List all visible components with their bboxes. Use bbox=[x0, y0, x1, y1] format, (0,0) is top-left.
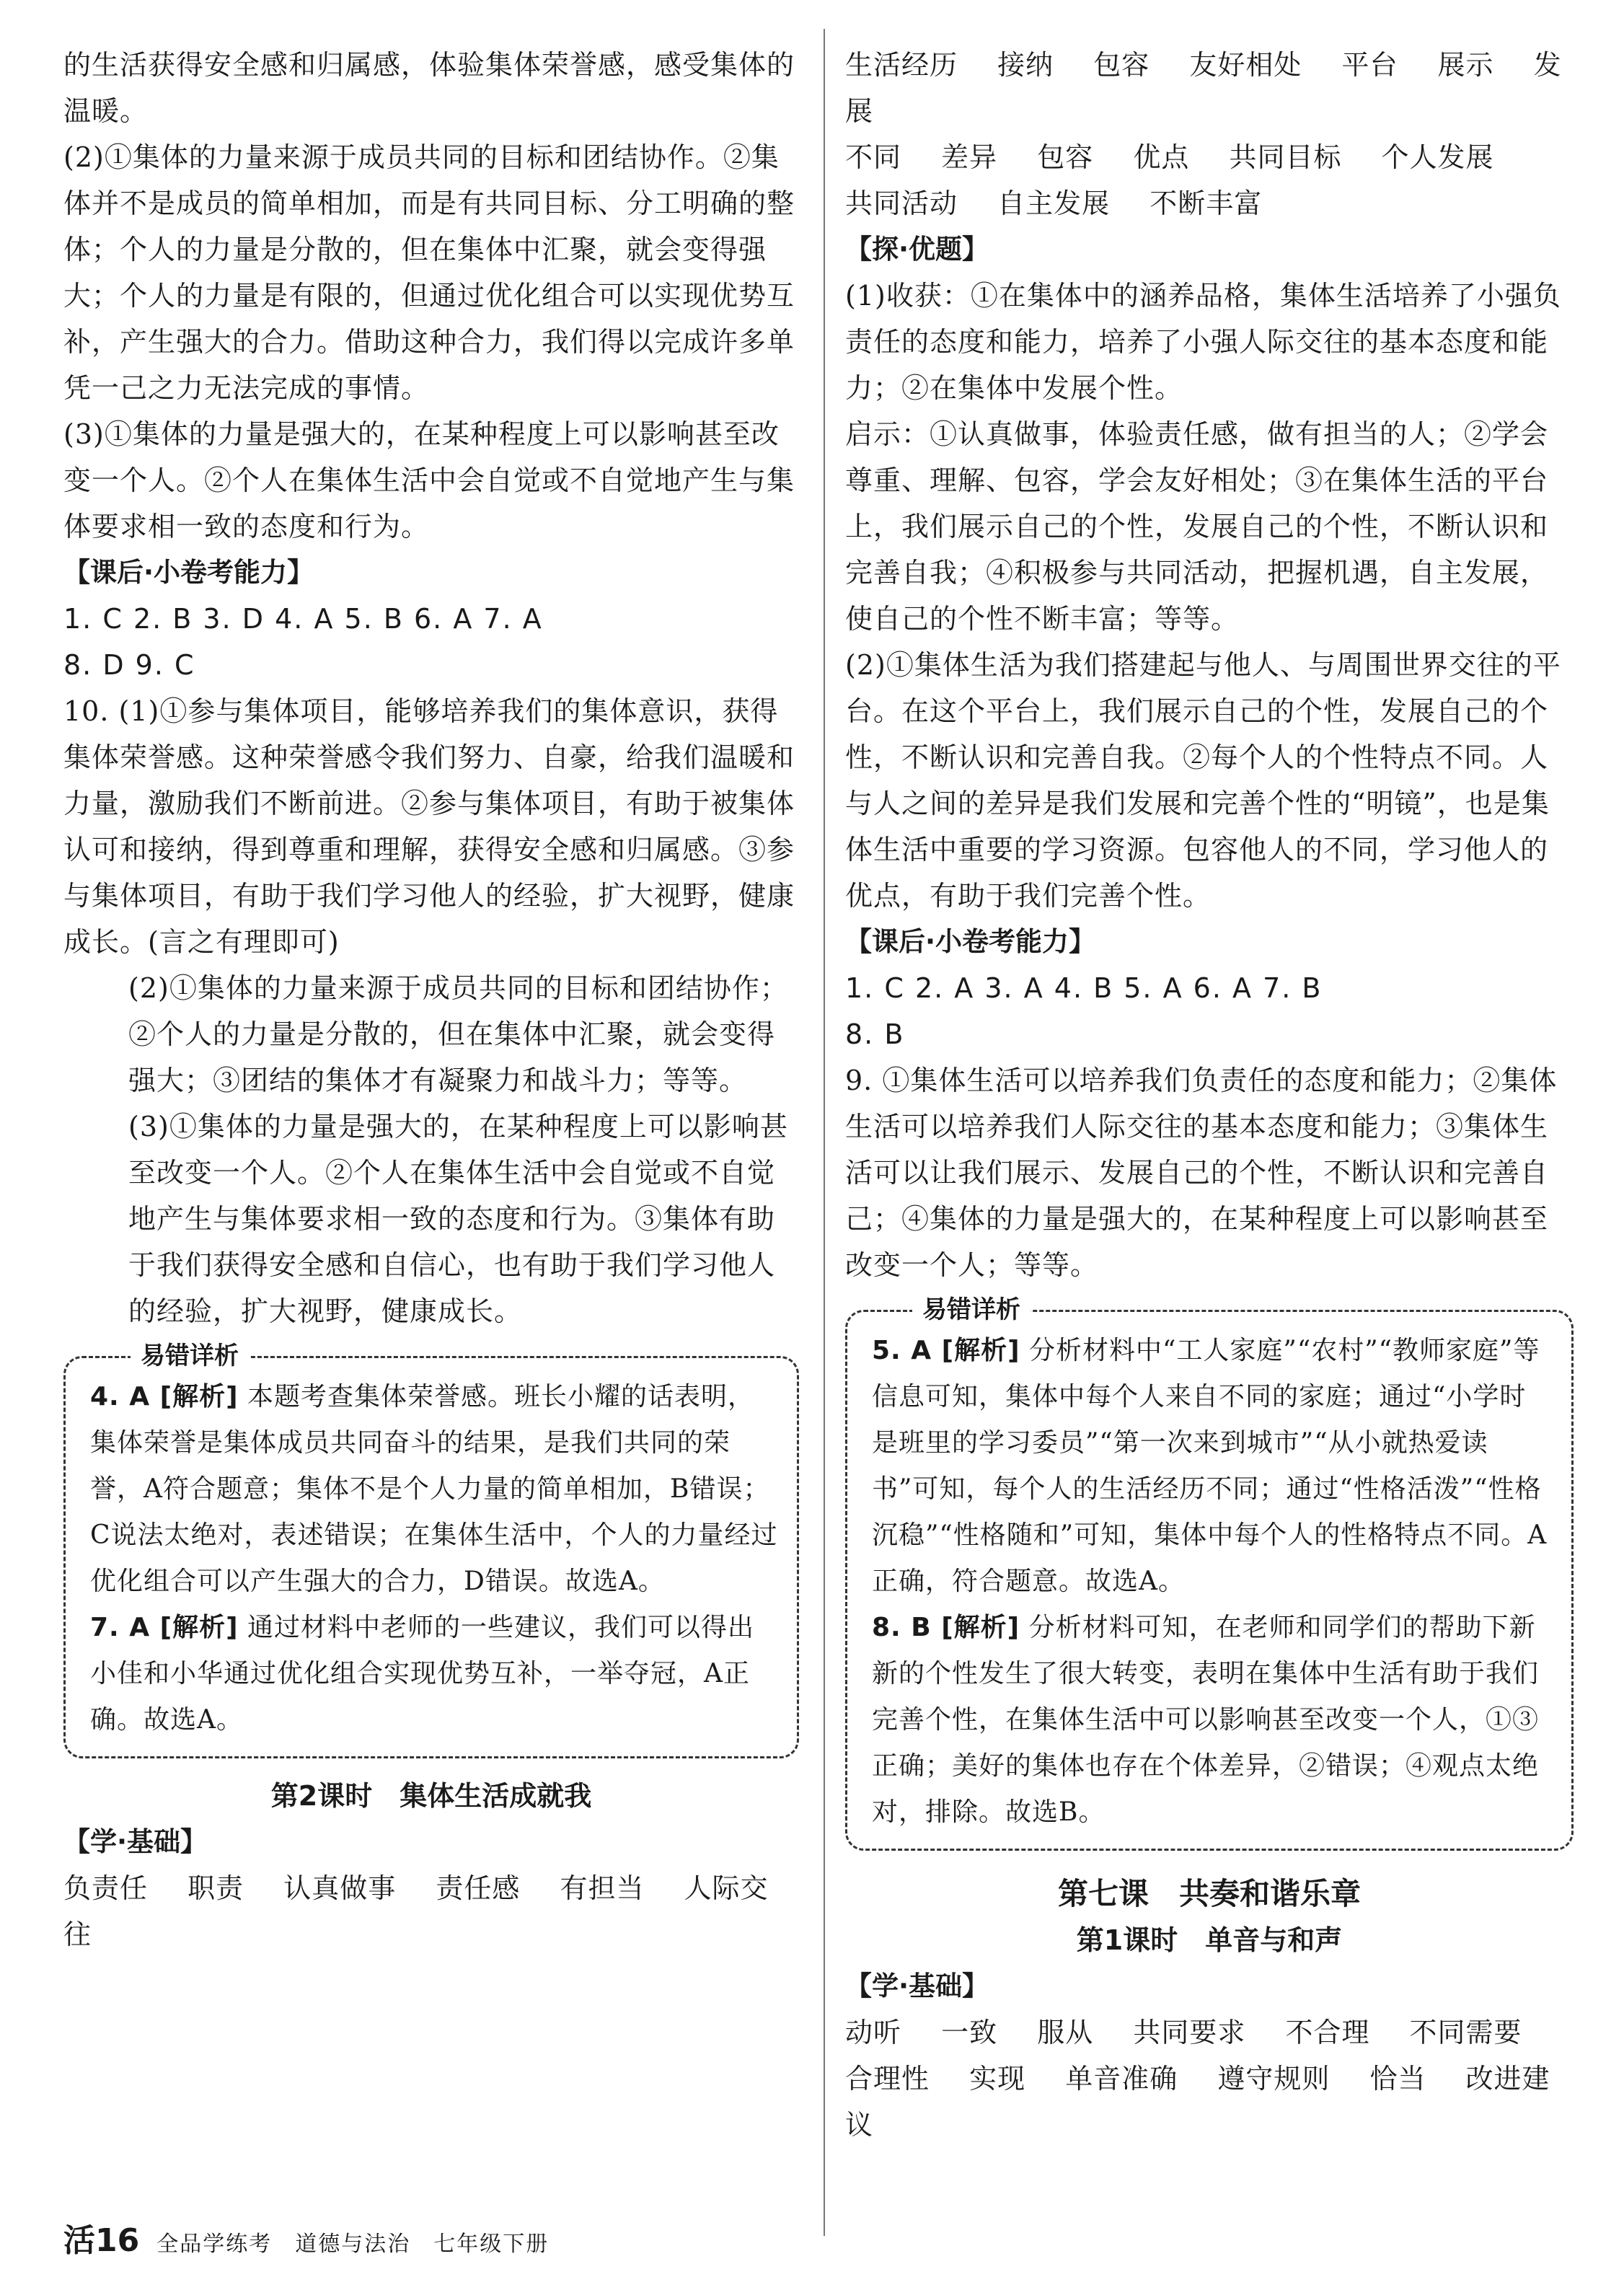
analysis-item bbox=[90, 1605, 778, 1743]
section-heading: 【探·优题】 bbox=[845, 234, 989, 265]
keyword-row bbox=[63, 1865, 799, 1957]
analysis-label: 4. A [解析] bbox=[90, 1382, 239, 1411]
keyword: 共同要求 bbox=[1133, 2017, 1246, 2048]
keyword: 自主发展 bbox=[997, 188, 1111, 219]
keyword: 包容 bbox=[1093, 49, 1150, 81]
choice-answers: 1. C 2. B 3. D 4. A 5. B 6. A 7. A bbox=[63, 603, 543, 635]
keyword: 实现 bbox=[969, 2063, 1026, 2095]
left-column bbox=[63, 42, 799, 1957]
keyword: 不合理 bbox=[1285, 2017, 1370, 2048]
page-footer bbox=[63, 2214, 549, 2260]
choice-answers: 1. C 2. A 3. A 4. B 5. A 6. A 7. B bbox=[845, 972, 1323, 1004]
analysis-text: 分析材料可知，在老师和同学们的帮助下新新的个性发生了很大转变，表明在集体中生活有助于我们完善个性，在集体生活中可以影响甚至改变一个人，①③正确；美好的集体也存在个体差异，②错误；④观点太绝对，排除。故选B。 bbox=[872, 1613, 1540, 1827]
section-heading: 【学·基础】 bbox=[63, 1826, 208, 1857]
keyword: 责任感 bbox=[436, 1872, 521, 1904]
question-answer: (3)①集体的力量是强大的，在某种程度上可以影响甚至改变一个人。②个人在集体生活中会自觉或不自觉地产生与集体要求相一致的态度和行为。③集体有助于我们获得安全感和自信心，也有助于我们学习他人的经验，扩大视野，健康成长。 bbox=[128, 1111, 788, 1327]
answer-paragraph: (2)①集体的力量来源于成员共同的目标和团结协作。②集体并不是成员的简单相加，而是有共同目标、分工明确的整体；个人的力量是分散的，但在集体中汇聚，就会变得强大；个人的力量是有限的，但通过优化组合可以实现优势互补，产生强大的合力。借助这种合力，我们得以完成许多单凭一己之力无法完成的事情。 bbox=[63, 141, 795, 404]
keyword: 恰当 bbox=[1369, 2063, 1426, 2095]
lesson-title: 第七课 共奏和谐乐章 bbox=[1057, 1876, 1361, 1911]
keyword: 优点 bbox=[1133, 141, 1190, 173]
keyword: 遵守规则 bbox=[1217, 2063, 1330, 2095]
keyword: 包容 bbox=[1037, 141, 1094, 173]
keyword-row bbox=[845, 42, 1574, 134]
keyword: 有担当 bbox=[560, 1872, 645, 1904]
keyword-row bbox=[845, 2009, 1574, 2056]
question-answer: (2)①集体的力量来源于成员共同的目标和团结协作；②个人的力量是分散的，但在集体中汇聚，就会变得强大；③团结的集体才有凝聚力和战斗力；等等。 bbox=[128, 972, 788, 1096]
analysis-text: 分析材料中“工人家庭”“农村”“教师家庭”等信息可知，集体中每个人来自不同的家庭；通过“小学时是班里的学习委员”“第一次来到城市”“从小就热爱读书”可知，每个人的生活经历不同；通过“性格活泼”“性格沉稳”“性格随和”可知，集体中每个人的性格特点不同。A正确，符合题意。故选A。 bbox=[872, 1336, 1548, 1596]
right-column bbox=[845, 42, 1574, 2148]
keyword: 动听 bbox=[845, 2017, 902, 2048]
page-number: 活16 bbox=[63, 2222, 140, 2259]
keyword: 职责 bbox=[187, 1872, 244, 1904]
answer-paragraph: (1)收获：①在集体中的涵养品格，集体生活培养了小强负责任的态度和能力，培养了小强人际交往的基本态度和能力；②在集体中发展个性。 bbox=[845, 280, 1561, 404]
answer-paragraph: 的生活获得安全感和归属感，体验集体荣誉感，感受集体的温暖。 bbox=[63, 49, 795, 127]
analysis-label: 5. A [解析] bbox=[872, 1336, 1020, 1365]
keyword: 个人发展 bbox=[1381, 141, 1494, 173]
section-heading: 【学·基础】 bbox=[845, 1970, 989, 2001]
keyword: 单音准确 bbox=[1065, 2063, 1178, 2095]
error-analysis-box bbox=[845, 1295, 1574, 1851]
keyword: 接纳 bbox=[997, 49, 1054, 81]
column-divider bbox=[824, 29, 825, 2236]
period-title: 第2课时 集体生活成就我 bbox=[270, 1780, 592, 1812]
analysis-text: 本题考查集体荣誉感。班长小耀的话表明，集体荣誉是集体成员共同奋斗的结果，是我们共同的荣誉，A符合题意；集体不是个人力量的简单相加，B错误；C说法太绝对，表述错误；在集体生活中，个人的力量经过优化组合可以产生强大的合力，D错误。故选A。 bbox=[90, 1382, 778, 1596]
box-title: 易错详析 bbox=[131, 1339, 249, 1373]
keyword: 认真做事 bbox=[283, 1872, 397, 1904]
question-answer: 10. (1)①参与集体项目，能够培养我们的集体意识，获得集体荣誉感。这种荣誉感令我们努力、自豪，给我们温暖和力量，激励我们不断前进。②参与集体项目，有助于被集体认可和接纳，得到尊重和理解，获得安全感和归属感。③参与集体项目，有助于我们学习他人的经验，扩大视野，健康成长。(言之有理即可) bbox=[63, 695, 795, 958]
analysis-label: 8. B [解析] bbox=[872, 1613, 1020, 1642]
keyword: 不同需要 bbox=[1409, 2017, 1522, 2048]
keyword: 平台 bbox=[1341, 49, 1398, 81]
analysis-label: 7. A [解析] bbox=[90, 1613, 239, 1642]
keyword: 改进建议 bbox=[845, 2063, 1550, 2141]
book-title: 全品学练考 道德与法治 七年级下册 bbox=[156, 2232, 550, 2257]
keyword: 差异 bbox=[941, 141, 998, 173]
keyword-row bbox=[845, 180, 1574, 226]
keyword: 合理性 bbox=[845, 2063, 930, 2095]
period-title: 第1课时 单音与和声 bbox=[1076, 1924, 1343, 1956]
keyword: 不同 bbox=[845, 141, 902, 173]
keyword: 共同活动 bbox=[845, 188, 958, 219]
answer-paragraph: (2)①集体生活为我们搭建起与他人、与周围世界交往的平台。在这个平台上，我们展示自己的个性，发展自己的个性，不断认识和完善自我。②每个人的个性特点不同。人与人之间的差异是我们发展和完善个性的“明镜”，也是集体生活中重要的学习资源。包容他人的不同，学习他人的优点，有助于我们完善个性。 bbox=[845, 649, 1561, 912]
keyword-row bbox=[845, 134, 1574, 180]
keyword: 服从 bbox=[1037, 2017, 1094, 2048]
keyword: 友好相处 bbox=[1189, 49, 1302, 81]
answer-paragraph: (3)①集体的力量是强大的，在某种程度上可以影响甚至改变一个人。②个人在集体生活中会自觉或不自觉地产生与集体要求相一致的态度和行为。 bbox=[63, 418, 795, 542]
question-answer: 9. ①集体生活可以培养我们负责任的态度和能力；②集体生活可以培养我们人际交往的基本态度和能力；③集体生活可以让我们展示、发展自己的个性，不断认识和完善自己；④集体的力量是强大的，在某种程度上可以影响甚至改变一个人；等等。 bbox=[845, 1065, 1558, 1281]
keyword: 发展 bbox=[845, 49, 1562, 127]
analysis-item bbox=[90, 1374, 778, 1605]
keyword: 人际交往 bbox=[63, 1872, 769, 1950]
keyword: 负责任 bbox=[63, 1872, 149, 1904]
choice-answers: 8. D 9. C bbox=[63, 649, 195, 681]
analysis-item bbox=[872, 1328, 1553, 1605]
keyword: 共同目标 bbox=[1229, 141, 1342, 173]
box-title: 易错详析 bbox=[912, 1293, 1031, 1326]
section-heading: 【课后·小卷考能力】 bbox=[63, 557, 314, 588]
answer-paragraph: 启示：①认真做事，体验责任感，做有担当的人；②学会尊重、理解、包容，学会友好相处；③在集体生活的平台上，我们展示自己的个性，发展自己的个性，不断认识和完善自我；④积极参与共同活动，把握机遇，自主发展，使自己的个性不断丰富；等等。 bbox=[845, 418, 1549, 635]
keyword-row bbox=[845, 2056, 1574, 2148]
choice-answers: 8. B bbox=[845, 1018, 905, 1050]
analysis-text: 通过材料中老师的一些建议，我们可以得出小佳和小华通过优化组合实现优势互补，一举夺冠，A正确。故选A。 bbox=[90, 1613, 755, 1735]
keyword: 展示 bbox=[1437, 49, 1494, 81]
keyword: 生活经历 bbox=[845, 49, 958, 81]
analysis-item bbox=[872, 1605, 1553, 1836]
keyword: 不断丰富 bbox=[1149, 188, 1263, 219]
section-heading: 【课后·小卷考能力】 bbox=[845, 926, 1096, 957]
error-analysis-box bbox=[63, 1342, 799, 1758]
keyword: 一致 bbox=[941, 2017, 998, 2048]
